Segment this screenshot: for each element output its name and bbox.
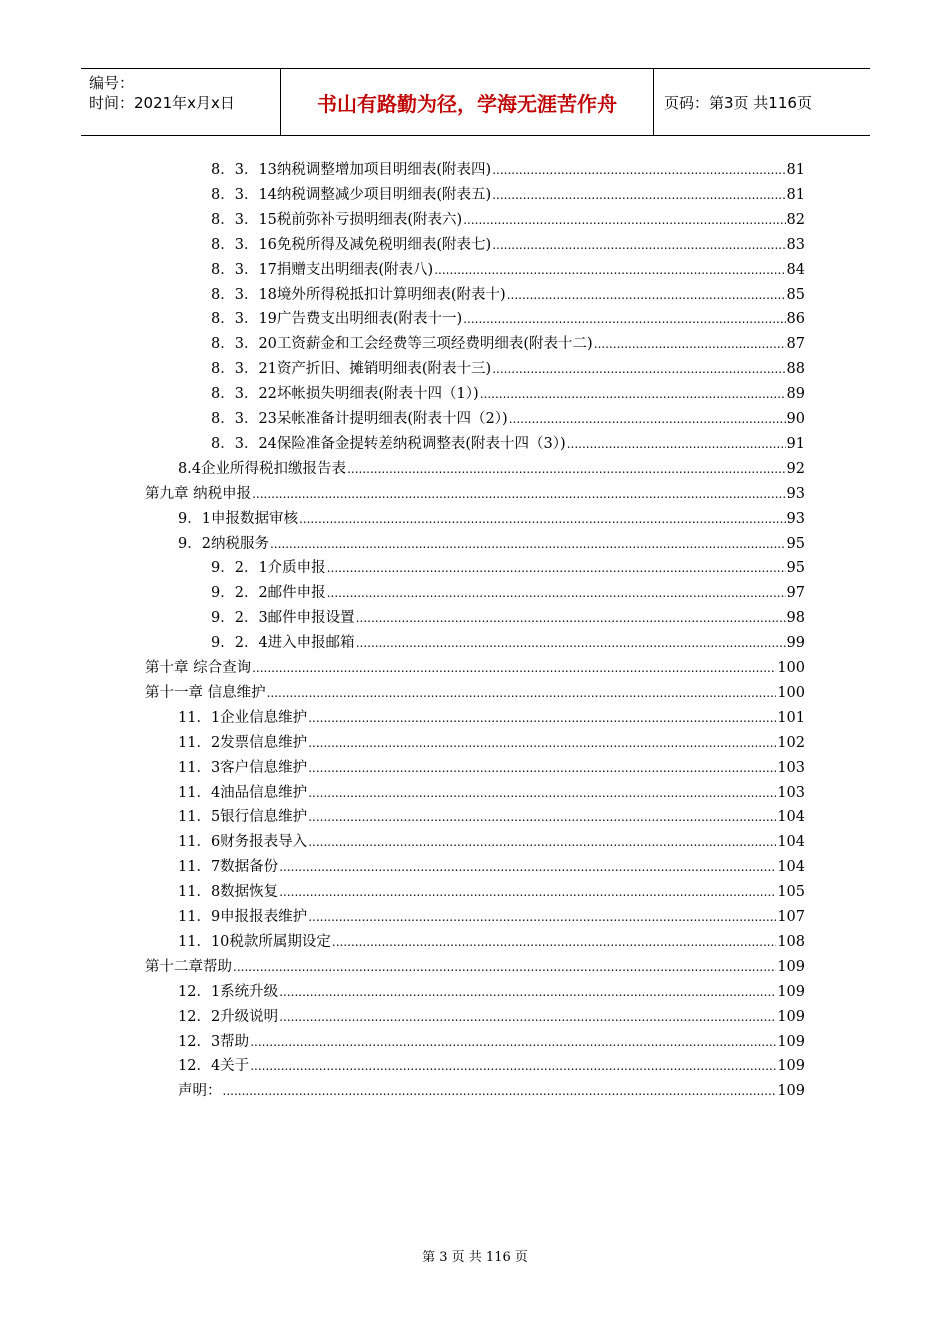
toc-entry-page: 95 <box>786 560 805 577</box>
toc-entry-page: 109 <box>777 1058 805 1075</box>
page-header <box>81 68 870 136</box>
toc-leader-dots <box>492 183 785 207</box>
toc-entry-title: 第十章 综合查询 <box>145 660 252 676</box>
toc-entry[interactable] <box>211 606 805 630</box>
toc-leader-dots <box>567 432 786 456</box>
toc-entry[interactable] <box>211 183 805 207</box>
toc-entry[interactable] <box>178 930 805 954</box>
toc-entry-page: 97 <box>786 585 805 602</box>
toc-leader-dots <box>463 307 785 331</box>
toc-entry[interactable] <box>211 307 805 331</box>
header-motto: 书山有路勤为径，学海无涯苦作舟 <box>281 69 654 135</box>
toc-entry-title: 8．3．17捐赠支出明细表(附表八) <box>211 261 434 278</box>
toc-entry-title: 第十二章帮助 <box>145 958 232 975</box>
toc-leader-dots <box>356 631 786 655</box>
toc-leader-dots <box>332 930 776 954</box>
toc-entry-page: 86 <box>786 311 805 328</box>
toc-entry[interactable] <box>178 880 805 904</box>
toc-entry-page: 108 <box>777 933 805 950</box>
toc-entry[interactable] <box>178 905 805 929</box>
toc-entry-page: 87 <box>786 336 805 353</box>
toc-entry[interactable] <box>145 681 805 705</box>
toc-leader-dots <box>327 581 786 605</box>
toc-entry-title: 9．2纳税服务 <box>178 535 269 552</box>
toc-entry[interactable] <box>211 357 805 381</box>
toc-leader-dots <box>279 880 776 904</box>
toc-entry-title: 11．6财务报表导入 <box>178 834 308 851</box>
toc-leader-dots <box>250 1030 776 1054</box>
toc-entry-page: 85 <box>786 286 805 303</box>
toc-entry-page: 109 <box>777 1083 805 1100</box>
toc-entry[interactable] <box>178 731 805 755</box>
toc-entry-title: 11．9申报报表维护 <box>178 909 308 925</box>
toc-entry-title: 第十一章 信息维护 <box>145 684 266 701</box>
toc-leader-dots <box>308 706 776 730</box>
toc-entry-page: 103 <box>777 784 805 801</box>
toc-leader-dots <box>279 980 776 1004</box>
toc-entry-title: 9．2．4进入申报邮箱 <box>211 635 355 652</box>
toc-entry-title: 8．3．19广告费支出明细表(附表十一) <box>211 311 463 328</box>
toc-leader-dots <box>347 457 785 481</box>
toc-entry-title: 11．10税款所属期设定 <box>178 933 331 950</box>
toc-entry-page: 91 <box>786 435 805 452</box>
toc-entry[interactable] <box>178 980 805 1004</box>
toc-entry-title: 8．3．24保险准备金提转差纳税调整表(附表十四（3）) <box>211 435 566 452</box>
header-page-info: 页码：第3页 共116页 <box>664 93 812 112</box>
toc-entry-title: 8.4企业所得税扣缴报告表 <box>178 460 347 477</box>
toc-leader-dots <box>233 955 776 979</box>
toc-entry-title: 12．1系统升级 <box>178 983 279 1000</box>
toc-entry-page: 109 <box>777 983 805 1000</box>
toc-entry-title: 11．8数据恢复 <box>178 884 279 901</box>
toc-leader-dots <box>267 681 777 705</box>
toc-entry-title: 8．3．14纳税调整减少项目明细表(附表五) <box>211 186 492 203</box>
toc-entry-page: 103 <box>777 759 805 776</box>
toc-entry[interactable] <box>178 532 805 556</box>
toc-leader-dots <box>308 905 776 929</box>
toc-leader-dots <box>270 532 786 556</box>
document-date: 时间：2021年x月x日 <box>89 94 235 112</box>
page-footer: 第 3 页 共 116 页 <box>422 1250 528 1265</box>
toc-entry-page: 104 <box>777 859 805 876</box>
toc-entry-page: 82 <box>786 211 805 228</box>
toc-entry-title: 11．3客户信息维护 <box>178 759 308 776</box>
toc-entry-title: 8．3．21资产折旧、摊销明细表(附表十三) <box>211 361 492 378</box>
toc-entry[interactable] <box>211 432 805 456</box>
toc-leader-dots <box>463 208 785 232</box>
toc-entry-title: 11．5银行信息维护 <box>178 809 308 826</box>
toc-leader-dots <box>327 556 786 580</box>
toc-leader-dots <box>279 1005 776 1029</box>
toc-leader-dots <box>480 382 786 406</box>
toc-entry-title: 声明： <box>178 1083 222 1100</box>
toc-entry-title: 8．3．18境外所得税抵扣计算明细表(附表十) <box>211 286 506 303</box>
toc-entry-title: 11．2发票信息维护 <box>178 734 308 751</box>
toc-entry[interactable] <box>211 332 805 356</box>
toc-entry-page: 92 <box>786 460 805 477</box>
toc-entry[interactable] <box>178 805 805 829</box>
toc-entry[interactable] <box>178 1054 805 1078</box>
toc-entry-title: 8．3．20工资薪金和工会经费等三项经费明细表(附表十二) <box>211 336 593 353</box>
document-number-label: 编号： <box>89 74 135 92</box>
toc-entry[interactable] <box>211 233 805 257</box>
toc-entry-page: 90 <box>786 411 805 427</box>
toc-entry[interactable] <box>211 158 805 182</box>
toc-leader-dots <box>492 233 785 257</box>
toc-entry[interactable] <box>178 1079 805 1103</box>
toc-entry-title: 9．2．2邮件申报 <box>211 585 326 602</box>
toc-entry-page: 93 <box>786 485 805 502</box>
toc-entry-page: 81 <box>786 186 805 203</box>
toc-leader-dots <box>492 158 785 182</box>
toc-entry[interactable] <box>178 507 805 531</box>
toc-entry-title: 11．4油品信息维护 <box>178 784 308 801</box>
toc-entry[interactable] <box>178 706 805 730</box>
toc-entry-page: 104 <box>777 809 805 826</box>
toc-entry-page: 105 <box>777 884 805 901</box>
toc-entry-title: 8．3．16免税所得及减免税明细表(附表七) <box>211 236 492 253</box>
toc-entry-page: 109 <box>777 1008 805 1025</box>
toc-entry-title: 8．3．22坏帐损失明细表(附表十四（1）) <box>211 386 479 403</box>
toc-entry-page: 83 <box>786 236 805 253</box>
toc-entry-title: 12．4关于 <box>178 1058 250 1075</box>
toc-leader-dots <box>434 258 785 282</box>
toc-entry[interactable] <box>211 581 805 605</box>
toc-leader-dots <box>223 1079 777 1103</box>
toc-entry-page: 109 <box>777 958 805 975</box>
toc-leader-dots <box>308 731 776 755</box>
toc-entry-title: 12．3帮助 <box>178 1033 250 1050</box>
toc-entry[interactable] <box>178 855 805 879</box>
toc-entry[interactable] <box>178 1030 805 1054</box>
toc-leader-dots <box>308 805 776 829</box>
toc-entry[interactable] <box>145 482 805 506</box>
toc-entry[interactable] <box>211 407 805 431</box>
toc-entry[interactable] <box>178 781 805 805</box>
toc-entry[interactable] <box>178 830 805 854</box>
toc-entry-title: 8．3．23呆帐准备计提明细表(附表十四（2）) <box>211 411 508 427</box>
toc-entry[interactable] <box>211 258 805 282</box>
toc-leader-dots <box>356 606 786 630</box>
toc-entry[interactable] <box>178 1005 805 1029</box>
toc-leader-dots <box>299 507 786 531</box>
toc-entry[interactable] <box>211 283 805 307</box>
toc-entry-page: 88 <box>786 361 805 378</box>
toc-entry[interactable] <box>145 955 805 979</box>
toc-leader-dots <box>308 830 776 854</box>
toc-entry-page: 95 <box>786 535 805 552</box>
toc-leader-dots <box>594 332 786 356</box>
toc-entry-title: 第九章 纳税申报 <box>145 485 252 502</box>
toc-leader-dots <box>492 357 785 381</box>
toc-entry[interactable] <box>211 382 805 406</box>
toc-entry-page: 99 <box>786 635 805 652</box>
toc-entry-title: 12．2升级说明 <box>178 1008 279 1025</box>
toc-leader-dots <box>279 855 776 879</box>
toc-entry-page: 89 <box>786 386 805 403</box>
toc-entry[interactable] <box>178 756 805 780</box>
toc-entry-title: 11．7数据备份 <box>178 859 279 876</box>
toc-entry-page: 84 <box>786 261 805 278</box>
toc-entry[interactable] <box>145 656 805 680</box>
toc-leader-dots <box>308 756 776 780</box>
toc-leader-dots <box>507 283 786 307</box>
toc-entry[interactable] <box>178 457 805 481</box>
toc-entry-title: 8．3．13纳税调整增加项目明细表(附表四) <box>211 162 492 178</box>
toc-leader-dots <box>252 482 785 506</box>
toc-entry-title: 11．1企业信息维护 <box>178 709 308 726</box>
toc-entry-title: 9．1申报数据审核 <box>178 510 298 527</box>
toc-entry[interactable] <box>211 556 805 580</box>
toc-entry-page: 81 <box>786 162 805 178</box>
toc-entry[interactable] <box>211 631 805 655</box>
toc-entry-page: 101 <box>777 709 805 726</box>
toc-entry-page: 98 <box>786 610 805 627</box>
toc-entry-page: 102 <box>777 734 805 751</box>
toc-leader-dots <box>250 1054 776 1078</box>
toc-entry-page: 93 <box>786 510 805 527</box>
toc-leader-dots <box>252 656 776 680</box>
toc-entry-title: 9．2．1介质申报 <box>211 560 326 577</box>
toc-leader-dots <box>509 407 786 431</box>
toc-entry-page: 104 <box>777 834 805 851</box>
toc-entry-page: 109 <box>777 1033 805 1050</box>
toc-entry-title: 8．3．15税前弥补亏损明细表(附表六) <box>211 211 463 228</box>
toc-entry-page: 100 <box>777 660 805 676</box>
toc-entry-title: 9．2．3邮件申报设置 <box>211 610 355 627</box>
toc-entry-page: 100 <box>777 684 805 701</box>
header-meta <box>81 69 281 135</box>
toc-entry-page: 107 <box>777 909 805 925</box>
toc-leader-dots <box>308 781 776 805</box>
toc-entry[interactable] <box>211 208 805 232</box>
